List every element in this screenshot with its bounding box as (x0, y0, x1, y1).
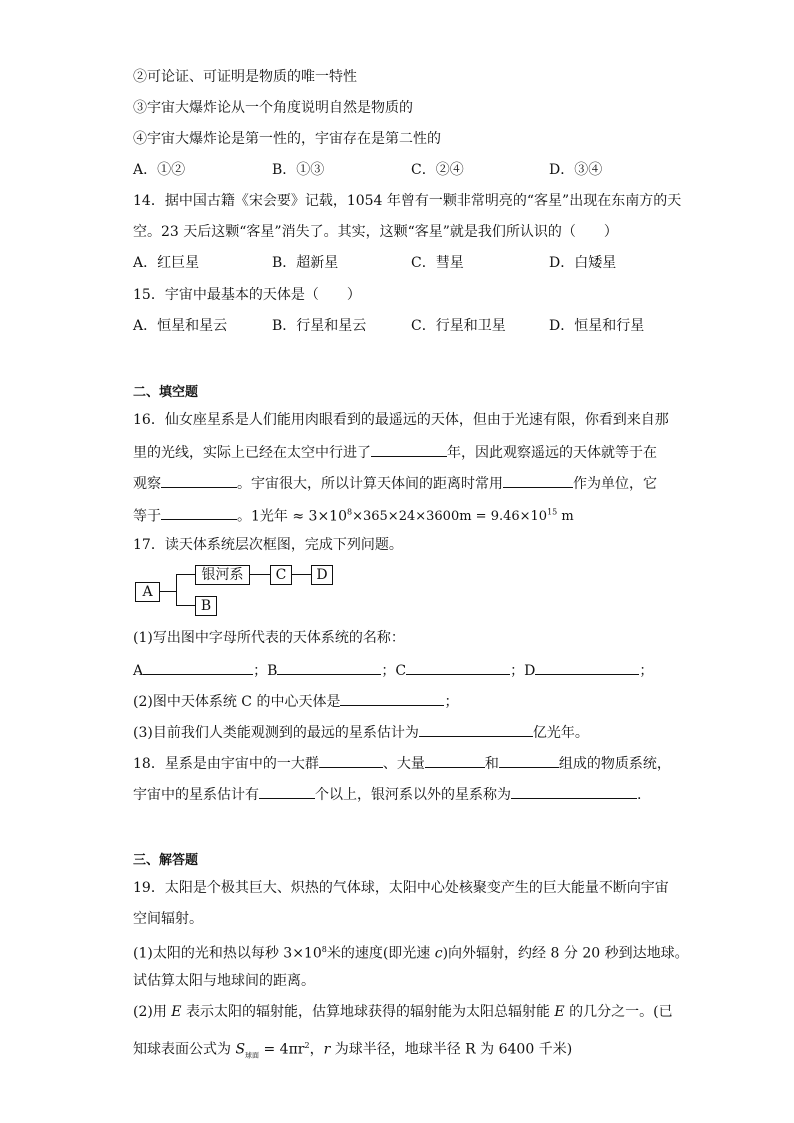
q16-blank-2[interactable] (161, 472, 237, 488)
q18-blank-5[interactable] (511, 783, 637, 799)
q17-sub-2 (133, 690, 458, 712)
q16-blank-4[interactable] (161, 504, 237, 520)
q14-option-a: A．红巨星 (133, 255, 200, 271)
section-answer-title: 三、解答题 (133, 853, 199, 868)
q15-line-1: 15．宇宙中最基本的天体是（ ） (133, 287, 361, 303)
q17-blank-distance[interactable] (419, 721, 533, 737)
q19-text: )向外辐射，约经 8 分 20 秒到达地球。 (442, 945, 689, 962)
q16-blank-1[interactable] (371, 441, 447, 457)
q16-blank-3[interactable] (503, 472, 573, 488)
q16-formula-text: m (557, 509, 574, 525)
q16-text: 年，因此观察遥远的天体就等于在 (447, 445, 657, 461)
q17-blank-center[interactable] (340, 690, 444, 706)
q13-option-d: D．③④ (549, 162, 603, 178)
diagram-box-c: C (270, 565, 292, 585)
q19-variable: c (434, 945, 443, 962)
q15-option-d: D．恒星和行星 (549, 318, 645, 334)
q18-text: 组成的物质系统， (558, 756, 671, 772)
q18-text: 宇宙中的星系估计有 (133, 787, 259, 803)
q17-end: ； (639, 663, 654, 679)
q17-blank-c[interactable] (406, 659, 510, 675)
q14-option-c: C．彗星 (411, 255, 464, 271)
q18-text: . (637, 787, 642, 803)
q17-text: ； (444, 694, 459, 710)
diagram-connector (291, 574, 311, 575)
q17-blank-d[interactable] (535, 659, 639, 675)
q15-options (133, 316, 693, 336)
q14-line-2: 空。23 天后这颗“客星”消失了。其实，这颗“客星”就是我们所认识的（ ） (133, 224, 618, 240)
q18-text: 18．星系是由宇宙中的一大群 (133, 756, 319, 772)
q16-line-2 (133, 441, 657, 463)
q16-text: 。1光年 ≈ 3×10 (237, 508, 347, 525)
q14-option-d: D．白矮星 (549, 255, 617, 271)
q17-label-b: ；B (253, 663, 278, 679)
q19-text: ， (309, 1041, 324, 1058)
q17-sub-1: (1)写出图中字母所代表的天体系统的名称： (133, 630, 405, 646)
q16-text: 里的光线，实际上已经在太空中行进了 (133, 445, 371, 461)
q19-text: 知球表面公式为 (133, 1041, 236, 1058)
q14-option-b: B．超新星 (272, 255, 339, 271)
q19-text: 表示太阳的辐射能，估算地球获得的辐射能为太阳总辐射能 (181, 1004, 555, 1020)
q19-text: 为球半径，地球半径 R 为 6400 千米) (330, 1041, 573, 1058)
diagram-box-b: B (195, 596, 217, 616)
q13-option-c: C．②④ (411, 162, 464, 178)
q13-option-b: B．①③ (272, 162, 325, 178)
q16-line-3 (133, 472, 657, 494)
q16-text: 。宇宙很大，所以计算天体间的距离时常用 (237, 476, 503, 492)
q16-line-1: 16．仙女座星系是人们能用肉眼看到的最遥远的天体，但由于光速有限，你看到来自那 (133, 412, 669, 428)
q17-blank-b[interactable] (277, 659, 381, 675)
diagram-connector (159, 591, 176, 592)
q14-options (133, 253, 693, 273)
q14-line-1: 14．据中国古籍《宋会要》记载，1054 年曾有一颗非常明亮的“客星”出现在东南方的天 (133, 193, 682, 209)
q16-formula-text: ×365×24×3600m = 9.46×10 (352, 509, 548, 525)
q18-text: 个以上，银河系以外的星系称为 (315, 787, 511, 803)
q17-text: (2)图中天体系统 C 的中心天体是 (133, 694, 341, 710)
q19-text: 的几分之一。(已 (564, 1004, 673, 1020)
diagram-connector (176, 574, 195, 575)
q19-line-2: 空间辐射。 (133, 911, 203, 927)
q18-blank-1[interactable] (319, 752, 383, 768)
diagram-connector (176, 605, 195, 606)
q16-line-4 (133, 503, 574, 527)
q17-text: (3)目前我们人类能观测到的最远的星系估计为 (133, 725, 419, 741)
q15-option-a: A．恒星和星云 (133, 318, 228, 334)
q19-variable: E (554, 1004, 565, 1020)
q16-text: 观察 (133, 476, 161, 492)
q19-variable: E (171, 1004, 182, 1020)
q18-blank-3[interactable] (499, 752, 559, 768)
q16-text: 作为单位，它 (573, 476, 657, 492)
q18-line-2 (133, 783, 641, 805)
q15-option-c: C．行星和卫星 (411, 318, 506, 334)
q18-blank-4[interactable] (259, 783, 315, 799)
diagram-connector (249, 574, 270, 575)
q17-sub-1-answers (133, 659, 653, 681)
q17-line-1: 17．读天体系统层次框图，完成下列问题。 (133, 537, 403, 553)
diagram-box-a: A (135, 582, 160, 602)
section-fill-in-title: 二、填空题 (133, 385, 199, 400)
q17-blank-a[interactable] (143, 659, 253, 675)
q19-sub-2 (133, 1002, 673, 1022)
q19-sub-2-cont (133, 1036, 572, 1065)
q16-text: 等于 (133, 508, 161, 525)
q19-sub-1-cont: 试估算太阳与地球间的距离。 (133, 973, 315, 989)
q19-text: (2)用 (133, 1004, 172, 1020)
diagram-box-milky-way: 银河系 (195, 565, 250, 585)
q13-item-4: ④宇宙大爆炸论是第一性的，宇宙存在是第二性的 (133, 131, 441, 147)
q16-exponent: 8 (347, 508, 353, 517)
q19-text: 米的速度(即光速 (326, 945, 435, 962)
q19-exponent: 2 (304, 1041, 310, 1050)
diagram-connector (176, 574, 177, 605)
q17-text: 亿光年。 (532, 725, 589, 741)
q18-text: 和 (484, 756, 499, 772)
q13-options (133, 160, 693, 180)
q19-variable: r (323, 1041, 331, 1058)
q18-blank-2[interactable] (425, 752, 485, 768)
q19-sub-1 (133, 940, 689, 964)
q19-text: = 4πr (259, 1041, 305, 1058)
q13-item-3: ③宇宙大爆炸论从一个角度说明自然是物质的 (133, 100, 413, 116)
q19-text: (1)太阳的光和热以每秒 3×10 (133, 945, 322, 962)
q18-line-1 (133, 752, 671, 774)
q17-label-d: ；D (510, 663, 536, 679)
q18-text: 、大量 (382, 756, 425, 772)
q16-exponent: 15 (547, 508, 558, 517)
q13-option-a: A．①② (133, 162, 186, 178)
q19-variable: S (235, 1041, 246, 1058)
q17-label-c: ；C (381, 663, 407, 679)
q19-subscript: 球面 (245, 1051, 260, 1060)
diagram-box-d: D (311, 565, 333, 585)
q17-label-a: A (133, 663, 144, 679)
q13-item-2: ②可论证、可证明是物质的唯一特性 (133, 69, 357, 85)
q19-line-1: 19．太阳是个极其巨大、炽热的气体球，太阳中心处核聚变产生的巨大能量不断向宇宙 (133, 880, 669, 896)
q19-exponent: 8 (321, 945, 327, 954)
q15-option-b: B．行星和星云 (272, 318, 367, 334)
q17-sub-3 (133, 721, 589, 743)
